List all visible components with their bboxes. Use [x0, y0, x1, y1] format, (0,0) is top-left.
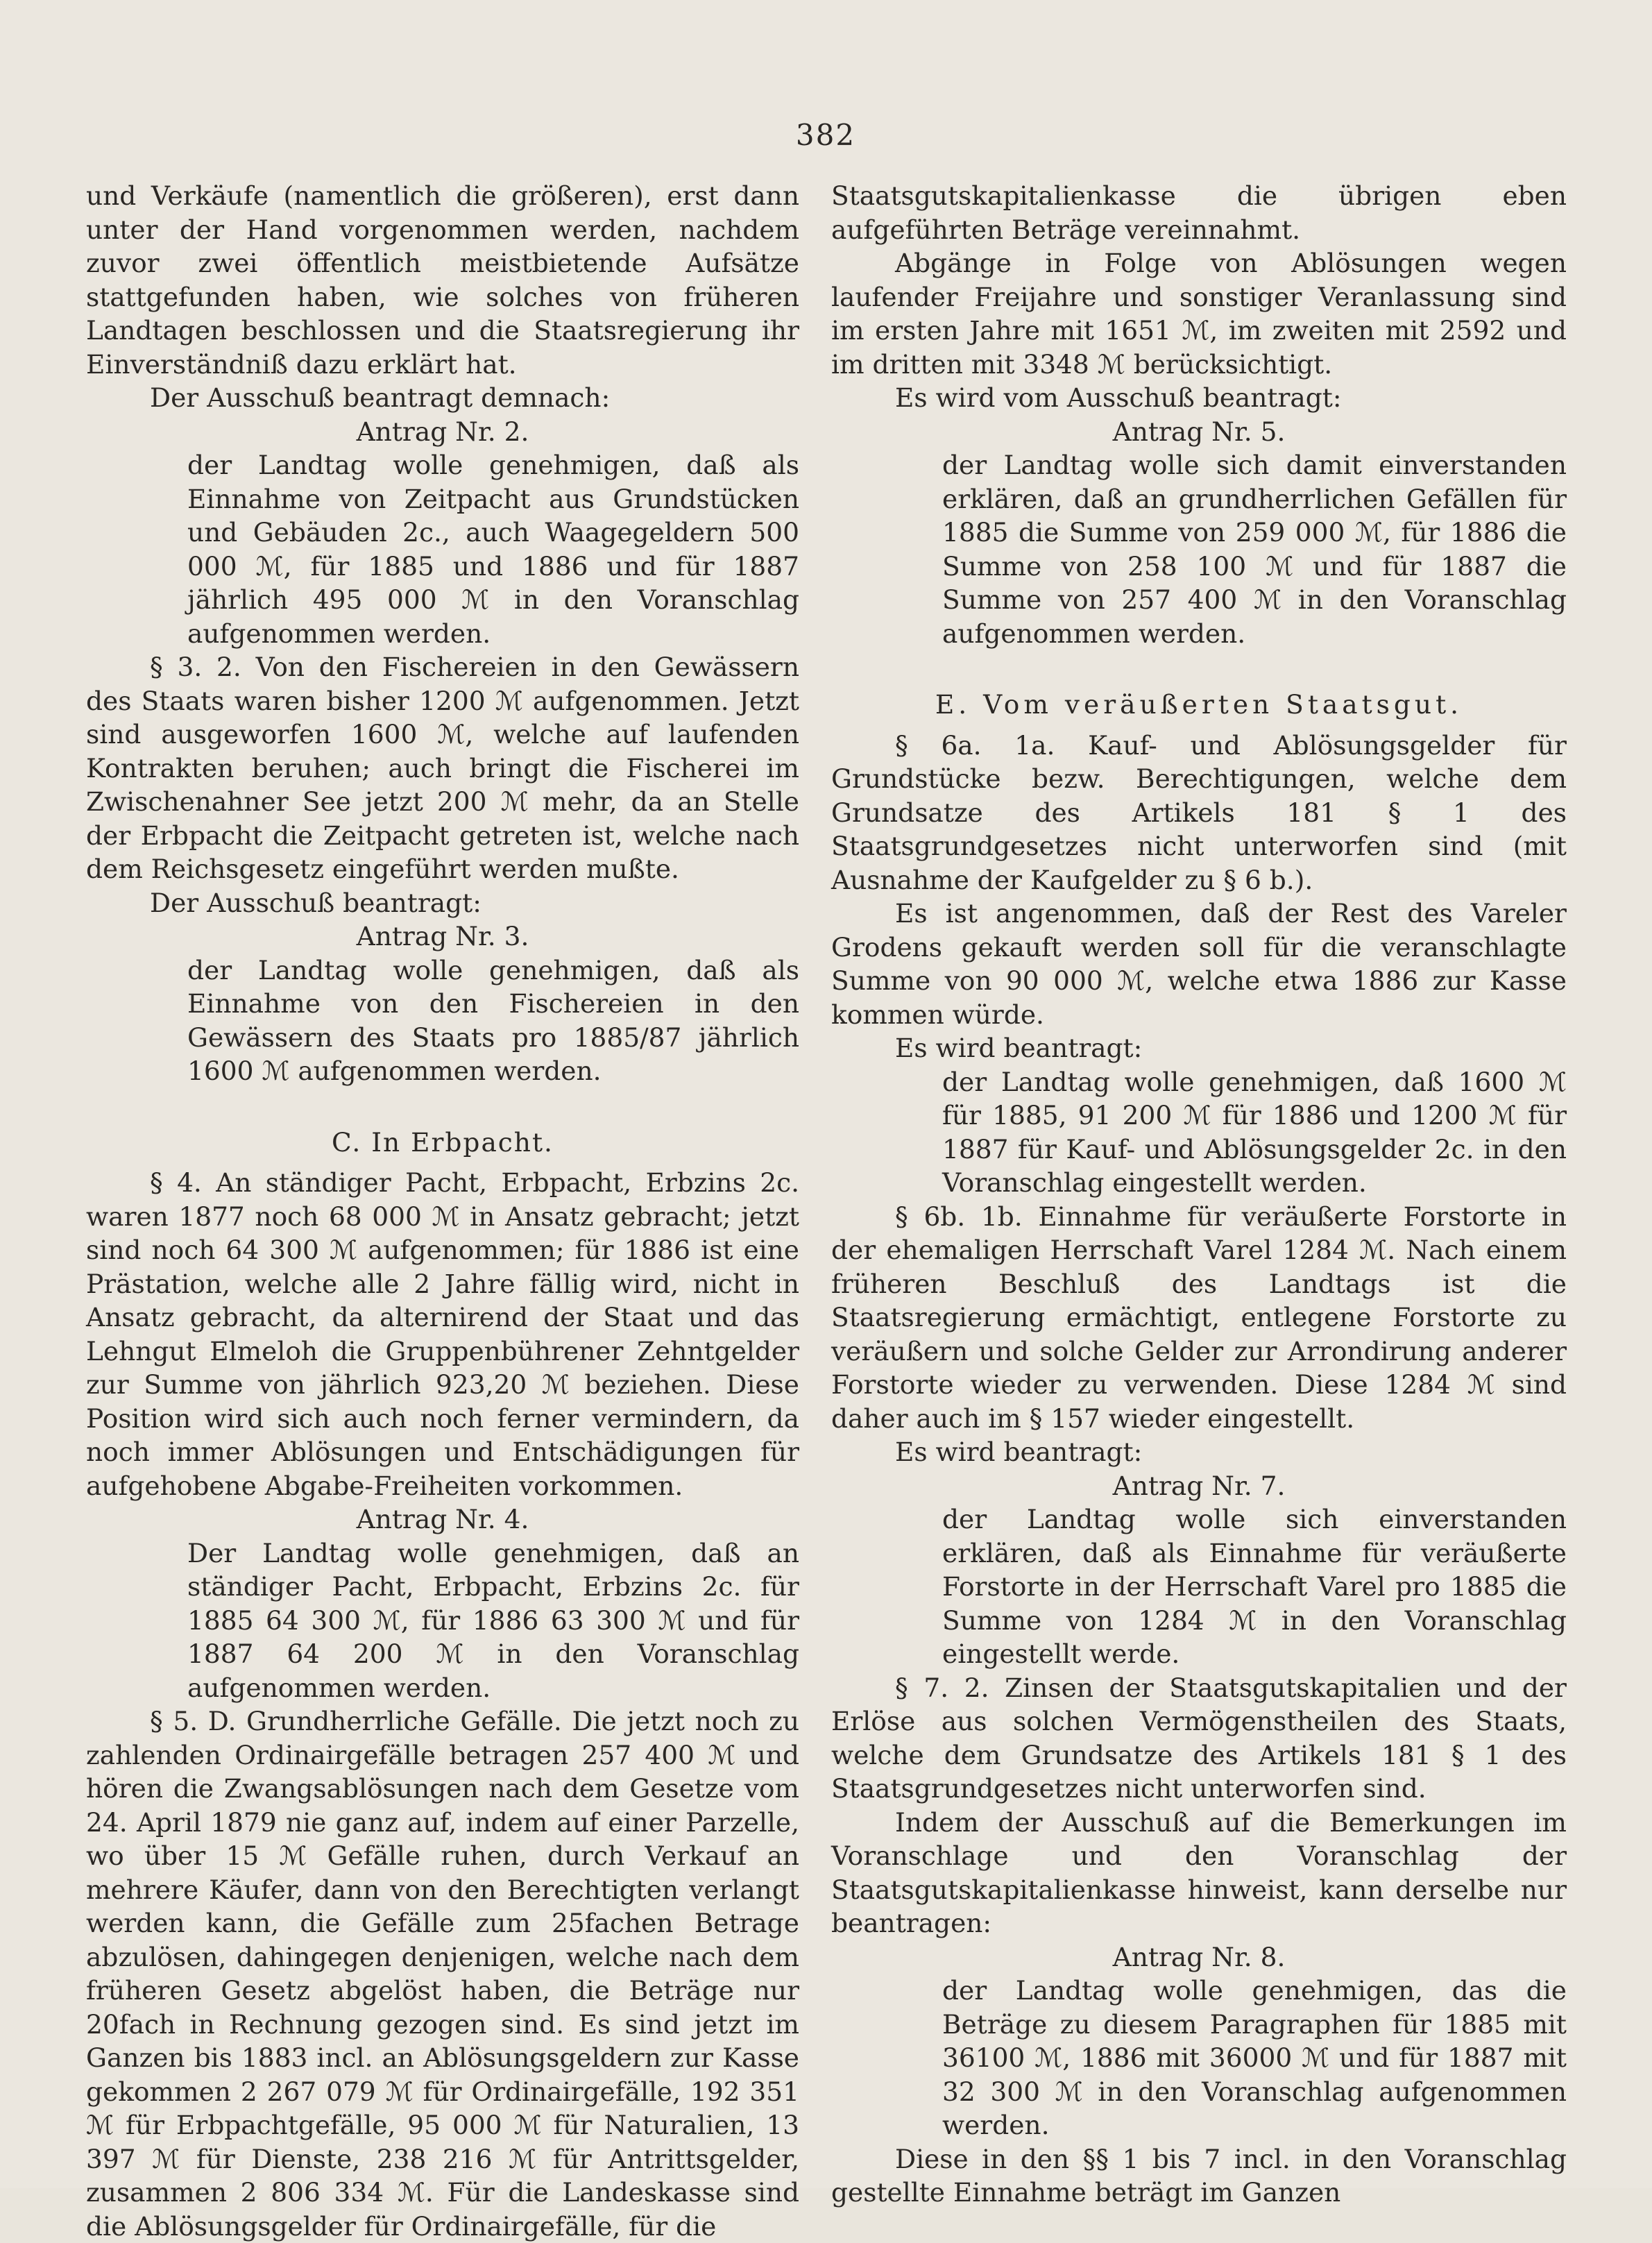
paragraph: Indem der Ausschuß auf die Bemerkungen im Voranschlage und den Voranschlag der Staatsgutskapitalienkasse hinweist, kann derselbe nur beantragen:	[831, 1806, 1567, 1938]
motion-text: der Landtag wolle genehmigen, daß als Einnahme von den Fischereien in den Gewässern des Staats pro 1885/87 jährlich 1600 ℳ aufgenommen werden.	[187, 954, 799, 1086]
section-heading: C. In Erbpacht.	[332, 1126, 554, 1158]
paragraph: Staatsgutskapitalienkasse die übrigen eben aufgeführten Beträge vereinnahmt.	[831, 180, 1567, 245]
paragraph: Der Ausschuß beantragt demnach:	[150, 382, 611, 413]
left-column	[86, 179, 799, 2243]
paragraph: und Verkäufe (namentlich die größeren), erst dann unter der Hand vorgenommen werden, nachdem zuvor zwei öffentlich meistbietende Aufsätze stattgefunden haben, wie solches von früheren Landtagen beschlossen und die Staatsregierung ihr Einverständniß dazu erklärt hat.	[86, 180, 799, 380]
paragraph: § 3. 2. Von den Fischereien in den Gewässern des Staats waren bisher 1200 ℳ aufgenommen. Jetzt sind ausgeworfen 1600 ℳ, welche auf laufenden Kontrakten beruhen; auch bringt die Fischerei im Zwischenahner See jetzt 200 ℳ mehr, da an Stelle der Erbpacht die Zeitpacht getreten ist, welche nach dem Reichsgesetz eingeführt werden mußte.	[86, 652, 799, 884]
paragraph: Es wird beantragt:	[895, 1437, 1143, 1467]
paragraph: Der Ausschuß beantragt:	[150, 887, 482, 918]
motion-text: der Landtag wolle genehmigen, das die Beträge zu diesem Paragraphen für 1885 mit 36100 ℳ, 1886 mit 36000 ℳ und für 1887 mit 32 300 ℳ in den Voranschlag aufgenommen werden.	[942, 1975, 1567, 2140]
right-column	[831, 179, 1567, 2210]
paragraph: § 6b. 1b. Einnahme für veräußerte Forstorte in der ehemaligen Herrschaft Varel 1284 ℳ. Nach einem früheren Beschluß des Landtags ist die Staatsregierung ermächtigt, entlegene Forstorte zu veräußern und solche Gelder zur Arrondirung anderer Forstorte wieder zu verwenden. Diese 1284 ℳ sind daher auch im § 157 wieder eingestellt.	[831, 1201, 1567, 1434]
paragraph: Es wird beantragt:	[895, 1033, 1143, 1063]
paragraph: § 5. D. Grundherrliche Gefälle. Die jetzt noch zu zahlenden Ordinairgefälle betragen 257 400 ℳ und hören die Zwangsablösungen nach dem Gesetze vom 24. April 1879 nie ganz auf, indem auf einer Parzelle, wo über 15 ℳ Gefälle ruhen, durch Verkauf an mehrere Käufer, dann von den Berechtigten verlangt werden kann, die Gefälle zum 25fachen Betrage abzulösen, dahingegen denjenigen, welche nach dem früheren Gesetz abgelöst haben, die Beträge nur 20fach in Rechnung gezogen sind. Es sind jetzt im Ganzen bis 1883 incl. an Ablösungsgeldern zur Kasse gekommen 2 267 079 ℳ für Ordinairgefälle, 192 351 ℳ für Erbpachtgefälle, 95 000 ℳ für Naturalien, 13 397 ℳ für Dienste, 238 216 ℳ für Antrittsgelder, zusammen 2 806 334 ℳ. Für die Landeskasse sind die Ablösungsgelder für Ordinairgefälle, für die	[86, 1706, 799, 2242]
motion-text: der Landtag wolle sich einverstanden erklären, daß als Einnahme für veräußerte Forstorte in der Herrschaft Varel pro 1885 die Summe von 1284 ℳ in den Voranschlag eingestellt werde.	[942, 1504, 1567, 1669]
paragraph: § 7. 2. Zinsen der Staatsgutskapitalien und der Erlöse aus solchen Vermögenstheilen des Staats, welche dem Grundsatze des Artikels 181 § 1 des Staatsgrundgesetzes nicht unterworfen sind.	[831, 1672, 1567, 1804]
page-number: 382	[795, 118, 856, 152]
paragraph: Diese in den §§ 1 bis 7 incl. in den Voranschlag gestellte Einnahme beträgt im Ganzen	[831, 2143, 1567, 2208]
paragraph: Abgänge in Folge von Ablösungen wegen laufender Freijahre und sonstiger Veranlassung sind im ersten Jahre mit 1651 ℳ, im zweiten mit 2592 und im dritten mit 3348 ℳ berücksichtigt.	[831, 248, 1567, 380]
motion-text: der Landtag wolle sich damit einverstanden erklären, daß an grundherrlichen Gefällen für 1885 die Summe von 259 000 ℳ, für 1886 die Summe von 258 100 ℳ und für 1887 die Summe von 257 400 ℳ in den Voranschlag aufgenommen werden.	[942, 450, 1567, 649]
motion-title: Antrag Nr. 7.	[1112, 1470, 1286, 1501]
paragraph: § 6a. 1a. Kauf- und Ablösungsgelder für Grundstücke bezw. Berechtigungen, welche dem Grundsatze des Artikels 181 § 1 des Staatsgrundgesetzes nicht unterworfen sind (mit Ausnahme der Kaufgelder zu § 6 b.).	[831, 729, 1567, 895]
motion-text: Der Landtag wolle genehmigen, daß an ständiger Pacht, Erbpacht, Erbzins 2c. für 1885 64 300 ℳ, für 1886 63 300 ℳ und für 1887 64 200 ℳ in den Voranschlag aufgenommen werden.	[187, 1537, 799, 1703]
motion-title: Antrag Nr. 5.	[1112, 416, 1286, 447]
motion-title: Antrag Nr. 2.	[356, 416, 529, 447]
motion-text: der Landtag wolle genehmigen, daß als Einnahme von Zeitpacht aus Grundstücken und Gebäuden 2c., auch Waagegeldern 500 000 ℳ, für 1885 und 1886 und für 1887 jährlich 495 000 ℳ in den Voranschlag aufgenommen werden.	[187, 450, 799, 649]
paragraph: § 4. An ständiger Pacht, Erbpacht, Erbzins 2c. waren 1877 noch 68 000 ℳ in Ansatz gebracht; jetzt sind noch 64 300 ℳ aufgenommen; für 1886 ist eine Prästation, welche alle 2 Jahre fällig wird, nicht in Ansatz gebracht, da alternirend der Staat und das Lehngut Elmeloh die Gruppenbührener Zehntgelder zur Summe von jährlich 923,20 ℳ beziehen. Diese Position wird sich auch noch ferner vermindern, da noch immer Ablösungen und Entschädigungen für aufgehobene Abgabe-Freiheiten vorkommen.	[86, 1167, 799, 1501]
paragraph: Es ist angenommen, daß der Rest des Vareler Grodens gekauft werden soll für die veranschlagte Summe von 90 000 ℳ, welche etwa 1886 zur Kasse kommen würde.	[831, 898, 1567, 1030]
motion-title: Antrag Nr. 8.	[1112, 1941, 1286, 1972]
section-heading: E. Vom veräußerten Staatsgut.	[935, 689, 1463, 720]
motion-text: der Landtag wolle genehmigen, daß 1600 ℳ für 1885, 91 200 ℳ für 1886 und 1200 ℳ für 1887 für Kauf- und Ablösungsgelder 2c. in den Voranschlag eingestellt werden.	[942, 1066, 1567, 1198]
motion-title: Antrag Nr. 3.	[356, 921, 529, 951]
paragraph: Es wird vom Ausschuß beantragt:	[895, 382, 1342, 413]
motion-title: Antrag Nr. 4.	[356, 1504, 529, 1534]
